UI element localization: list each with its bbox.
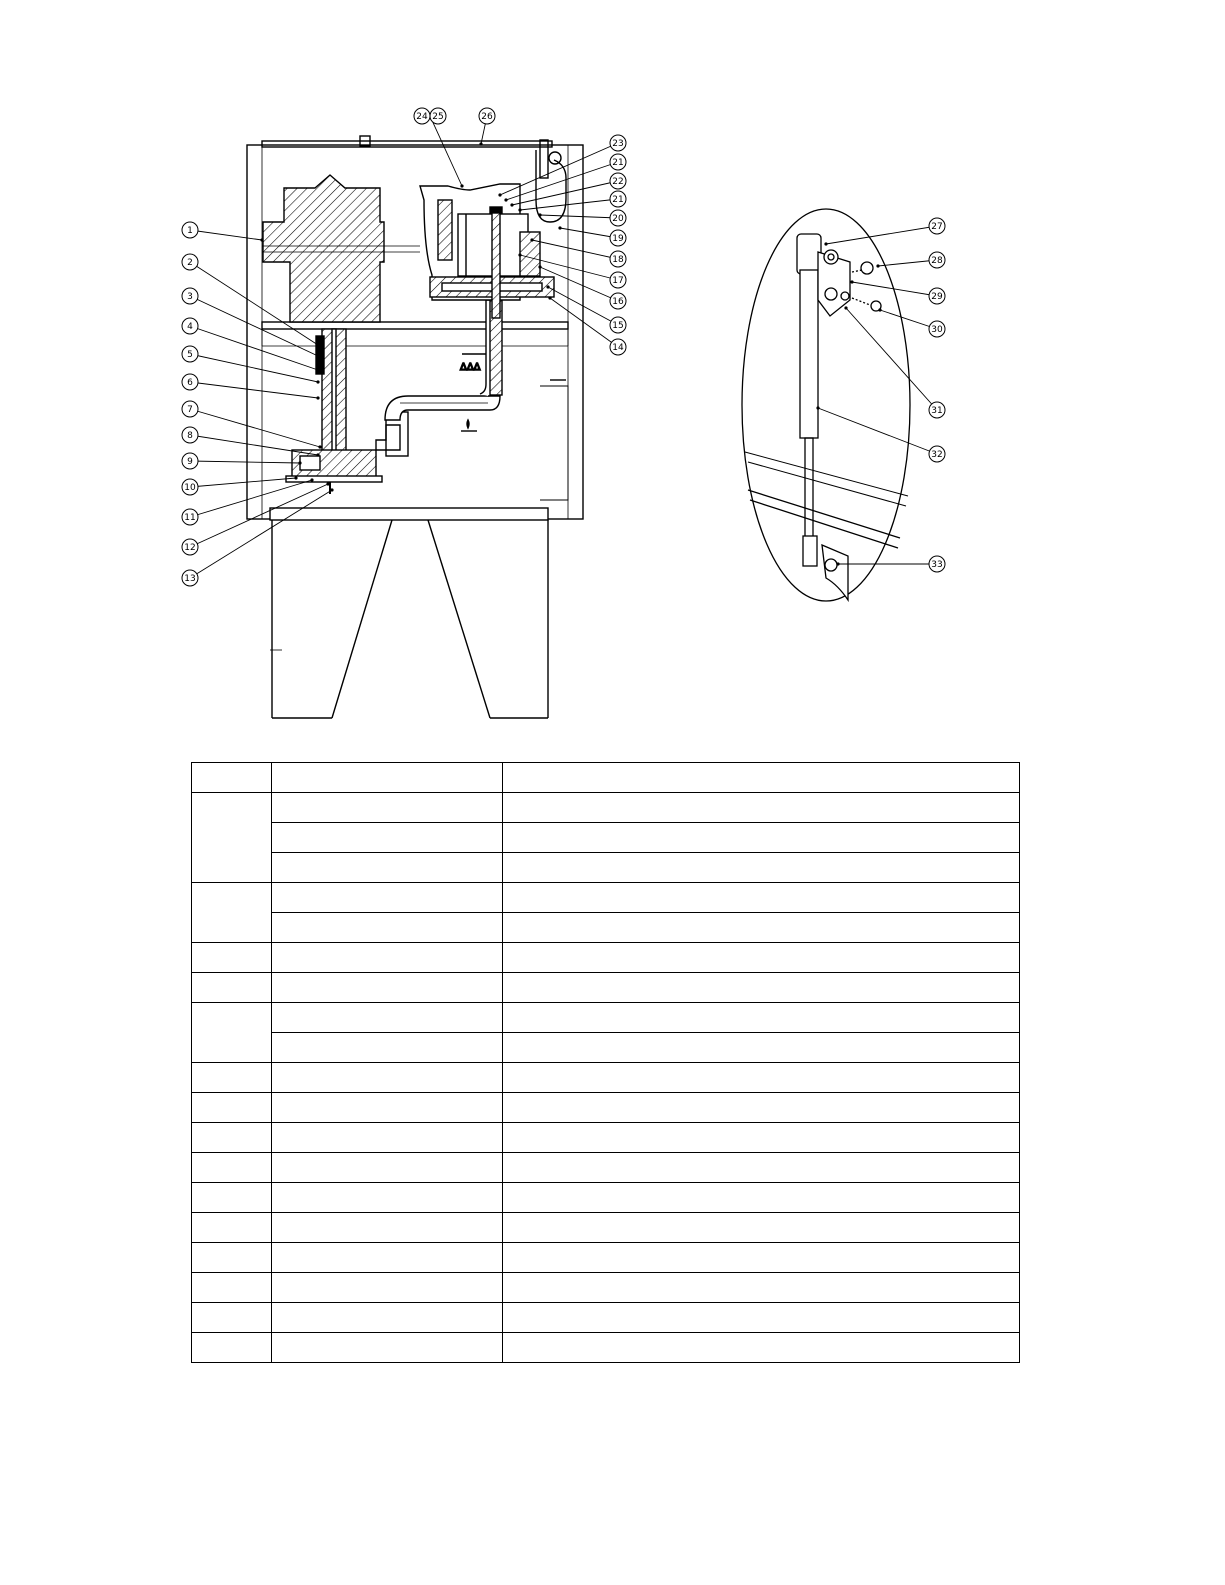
callout-8 — [182, 427, 320, 457]
description-cell — [503, 1093, 1020, 1123]
callout-number: 30 — [931, 325, 943, 335]
table-row — [192, 1243, 1020, 1273]
table-row — [192, 883, 1020, 913]
leader-line — [190, 490, 332, 578]
parts-table — [191, 762, 1020, 1363]
description-cell — [503, 1063, 1020, 1093]
leader-arrow — [510, 203, 513, 206]
callout-number: 29 — [931, 292, 943, 302]
item-number-cell — [192, 1183, 272, 1213]
callout-number: 13 — [184, 574, 196, 584]
leader-line — [430, 116, 462, 186]
leader-arrow — [824, 242, 827, 245]
leader-line — [818, 408, 937, 454]
part-number-cell — [272, 973, 503, 1003]
leader-arrow — [318, 445, 321, 448]
callout-number: 31 — [931, 406, 943, 416]
callout-number: 14 — [612, 343, 624, 353]
leader-arrow — [316, 343, 319, 346]
part-number-cell — [272, 1153, 503, 1183]
callout-number: 32 — [931, 450, 943, 460]
item-number-cell — [192, 1213, 272, 1243]
description-cell — [503, 1333, 1020, 1363]
callout-number: 7 — [187, 405, 193, 415]
part-number-cell — [272, 1273, 503, 1303]
item-number-cell — [192, 1273, 272, 1303]
leader-arrow — [836, 562, 839, 565]
callout-number: 28 — [931, 256, 943, 266]
callout-number: 3 — [187, 292, 193, 302]
part-number-cell — [272, 1093, 503, 1123]
callout-28 — [876, 252, 945, 268]
table-row — [192, 823, 1020, 853]
leader-arrow — [538, 265, 541, 268]
description-cell — [503, 883, 1020, 913]
callout-15 — [546, 285, 626, 333]
item-number-cell — [192, 793, 272, 883]
table-row — [192, 763, 1020, 793]
leader-arrow — [260, 238, 263, 241]
callout-33 — [836, 556, 945, 572]
callout-7 — [182, 401, 322, 449]
leader-arrow — [548, 296, 551, 299]
part-number-cell — [272, 793, 503, 823]
callout-number: 26 — [481, 112, 493, 122]
description-cell — [503, 1273, 1020, 1303]
callout-number: 25 — [432, 112, 444, 122]
table-row — [192, 1153, 1020, 1183]
callout-number: 8 — [187, 431, 193, 441]
description-cell — [503, 853, 1020, 883]
callout-21 — [518, 191, 626, 212]
callout-number: 2 — [187, 258, 193, 268]
callout-27 — [824, 218, 945, 246]
table-row — [192, 1303, 1020, 1333]
leader-arrow — [316, 380, 319, 383]
leader-line — [190, 435, 318, 455]
callout-number: 33 — [931, 560, 943, 570]
part-number-cell — [272, 1333, 503, 1363]
leader-line — [190, 382, 318, 398]
leader-arrow — [844, 306, 847, 309]
leader-arrow — [504, 198, 507, 201]
callout-5 — [182, 346, 320, 384]
description-cell — [503, 823, 1020, 853]
item-number-cell — [192, 1003, 272, 1063]
part-number-cell — [272, 1003, 503, 1033]
callout-number: 16 — [612, 297, 624, 307]
table-row — [192, 943, 1020, 973]
leader-arrow — [310, 478, 313, 481]
description-cell — [503, 1303, 1020, 1333]
leader-arrow — [518, 208, 521, 211]
svg-text:ΔΔΔ: ΔΔΔ — [460, 362, 481, 373]
callout-number: 10 — [184, 483, 196, 493]
middle-shelf — [262, 322, 568, 329]
part-number-cell — [272, 1123, 503, 1153]
callout-number: 23 — [612, 139, 624, 149]
callout-19 — [558, 226, 626, 246]
item-number-cell — [192, 1063, 272, 1093]
leader-line — [826, 226, 937, 244]
description-cell — [503, 1213, 1020, 1243]
leader-arrow — [316, 453, 319, 456]
callout-number: 9 — [187, 457, 193, 467]
leader-line — [532, 240, 618, 259]
part-number-cell — [272, 1063, 503, 1093]
item-number-cell — [192, 1243, 272, 1273]
table-row — [192, 1213, 1020, 1243]
item-number-cell — [192, 1333, 272, 1363]
leader-line — [852, 282, 937, 296]
description-cell — [503, 1123, 1020, 1153]
callout-number: 22 — [612, 177, 624, 187]
leader-arrow — [316, 354, 319, 357]
leader-arrow — [316, 396, 319, 399]
callout-31 — [844, 306, 945, 418]
description-cell — [503, 763, 1020, 793]
gas-spring-cylinder — [800, 270, 818, 438]
table-row — [192, 973, 1020, 1003]
part-number-cell — [272, 1303, 503, 1333]
leader-line — [540, 215, 618, 218]
table-row — [192, 793, 1020, 823]
leader-line — [560, 228, 618, 238]
table-row — [192, 1123, 1020, 1153]
description-cell — [503, 1153, 1020, 1183]
leader-line — [190, 461, 300, 463]
callout-number: 20 — [612, 214, 624, 224]
leader-arrow — [538, 213, 541, 216]
leader-line — [190, 354, 318, 382]
top-rail — [262, 141, 552, 147]
callout-number: 15 — [612, 321, 624, 331]
part-number-cell — [272, 883, 503, 913]
leader-arrow — [479, 142, 482, 145]
part-number-cell — [272, 823, 503, 853]
item-number-cell — [192, 1153, 272, 1183]
item-number-cell — [192, 943, 272, 973]
leader-arrow — [326, 482, 329, 485]
leader-arrow — [530, 238, 533, 241]
leader-arrow — [546, 285, 549, 288]
leader-arrow — [460, 184, 463, 187]
callout-number: 19 — [612, 234, 624, 244]
callout-number: 18 — [612, 255, 624, 265]
table-row — [192, 853, 1020, 883]
callout-4 — [182, 318, 320, 372]
part-number-cell — [272, 763, 503, 793]
callout-number: 6 — [187, 378, 193, 388]
leader-line — [500, 143, 618, 195]
leader-arrow — [330, 488, 333, 491]
description-cell — [503, 943, 1020, 973]
leader-arrow — [298, 461, 301, 464]
description-cell — [503, 973, 1020, 1003]
description-cell — [503, 1243, 1020, 1273]
leader-line — [878, 260, 937, 266]
table-row — [192, 1333, 1020, 1363]
description-cell — [503, 1183, 1020, 1213]
callout-30 — [878, 308, 945, 337]
parts-diagram — [0, 0, 1225, 750]
callout-9 — [182, 453, 302, 469]
description-cell — [503, 1003, 1020, 1033]
part-number-cell — [272, 853, 503, 883]
callout-number: 21 — [612, 158, 624, 168]
leader-arrow — [294, 476, 297, 479]
item-number-cell — [192, 973, 272, 1003]
leader-arrow — [316, 368, 319, 371]
part-number-cell — [272, 1243, 503, 1273]
leader-line — [880, 310, 937, 329]
callout-26 — [479, 108, 495, 146]
table-row — [192, 1093, 1020, 1123]
leader-line — [190, 230, 262, 240]
leader-line — [190, 478, 296, 487]
leader-arrow — [850, 280, 853, 283]
leader-arrow — [878, 308, 881, 311]
callout-10 — [182, 476, 298, 495]
callout-20 — [538, 210, 626, 226]
item-number-cell — [192, 763, 272, 793]
callout-number: 27 — [931, 222, 943, 232]
leader-line — [520, 199, 618, 210]
callout-number: 5 — [187, 350, 193, 360]
description-cell — [503, 793, 1020, 823]
description-cell — [503, 1033, 1020, 1063]
callout-24-25 — [414, 108, 464, 188]
leader-arrow — [876, 264, 879, 267]
part-number-cell — [272, 1183, 503, 1213]
callout-number: 11 — [184, 513, 196, 523]
callout-21 — [504, 154, 626, 202]
item-number-cell — [192, 1093, 272, 1123]
callout-number: 12 — [184, 543, 196, 553]
leader-arrow — [518, 253, 521, 256]
leader-arrow — [816, 406, 819, 409]
callout-number: 24 — [416, 112, 428, 122]
item-number-cell — [192, 883, 272, 943]
table-row — [192, 1003, 1020, 1033]
leader-line — [846, 308, 937, 410]
table-row — [192, 1033, 1020, 1063]
table-row — [192, 913, 1020, 943]
leader-arrow — [498, 193, 501, 196]
callout-1 — [182, 222, 264, 242]
item-number-cell — [192, 1303, 272, 1333]
part-number-cell — [272, 1033, 503, 1063]
part-number-cell — [272, 943, 503, 973]
callout-number: 4 — [187, 322, 193, 332]
table-row — [192, 1183, 1020, 1213]
part-number-cell — [272, 913, 503, 943]
leader-arrow — [558, 226, 561, 229]
item-number-cell — [192, 1123, 272, 1153]
callout-number: 1 — [187, 226, 193, 236]
callout-32 — [816, 406, 945, 462]
motor-housing — [263, 175, 384, 322]
gas-spring-detail — [742, 209, 910, 601]
part-number-cell — [272, 1213, 503, 1243]
table-row — [192, 1063, 1020, 1093]
callout-13 — [182, 488, 334, 586]
table-row — [192, 1273, 1020, 1303]
description-cell — [503, 913, 1020, 943]
callout-number: 17 — [612, 276, 624, 286]
callout-number: 21 — [612, 195, 624, 205]
machine-cross-section — [247, 136, 583, 718]
leader-line — [190, 409, 320, 447]
